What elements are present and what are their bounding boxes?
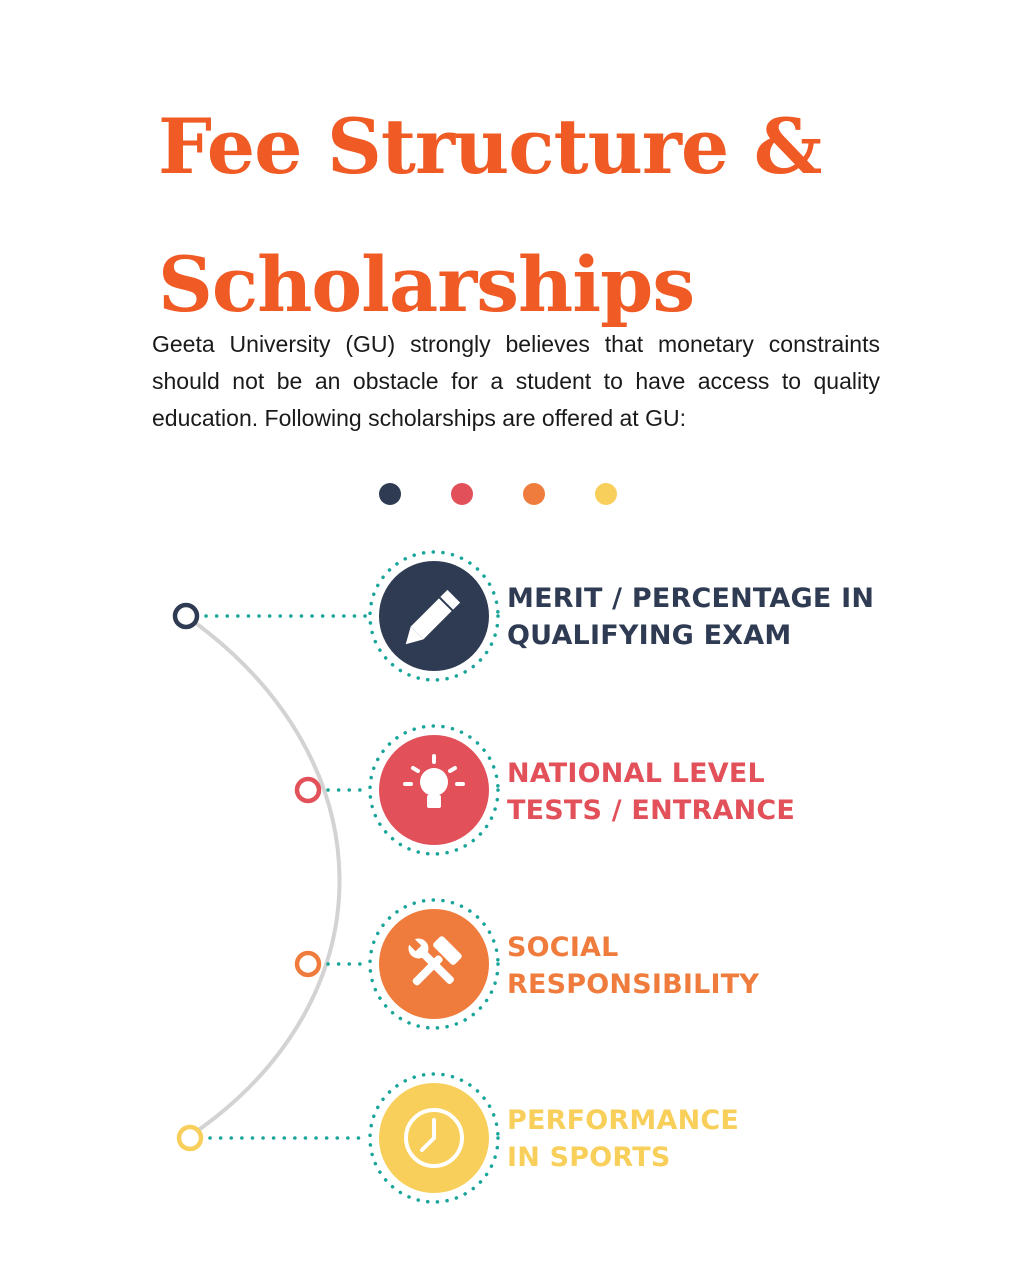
- scholarship-item-sports: [179, 1074, 498, 1202]
- label-line: SOCIAL: [507, 932, 619, 963]
- intro-paragraph: Geeta University (GU) strongly believes that monetary constraints should not be an obstacle for a student to have access to quality education. Following scholarships are offered at GU:: [152, 331, 880, 431]
- timeline-arc: [186, 616, 340, 1136]
- label-line: NATIONAL LEVEL: [507, 758, 765, 789]
- color-legend-dots: [379, 483, 617, 505]
- title-line-2: Scholarships: [158, 240, 695, 329]
- legend-dot-red: [451, 483, 473, 505]
- label-line: RESPONSIBILITY: [507, 969, 760, 1000]
- label-line: MERIT / PERCENTAGE IN: [507, 583, 875, 614]
- label-line: QUALIFYING EXAM: [507, 620, 792, 651]
- scholarship-item-national-tests: [297, 726, 498, 854]
- scholarship-label-social-responsibility: [507, 929, 759, 1003]
- timeline-node: [179, 1127, 201, 1149]
- legend-dot-yellow: [595, 483, 617, 505]
- scholarship-label-merit: [507, 580, 874, 654]
- timeline-node: [175, 605, 197, 627]
- scholarship-item-social-responsibility: [297, 900, 498, 1028]
- legend-dot-navy: [379, 483, 401, 505]
- title-line-1: Fee Structure &: [158, 102, 822, 191]
- scholarship-label-national-tests: [507, 755, 795, 829]
- scholarship-label-sports: [507, 1102, 739, 1176]
- label-line: TESTS / ENTRANCE: [507, 795, 796, 826]
- scholarship-item-merit: [175, 552, 498, 680]
- timeline-node: [297, 779, 319, 801]
- label-line: PERFORMANCE: [507, 1105, 740, 1136]
- timeline-node: [297, 953, 319, 975]
- legend-dot-orange: [523, 483, 545, 505]
- label-line: IN SPORTS: [507, 1142, 671, 1173]
